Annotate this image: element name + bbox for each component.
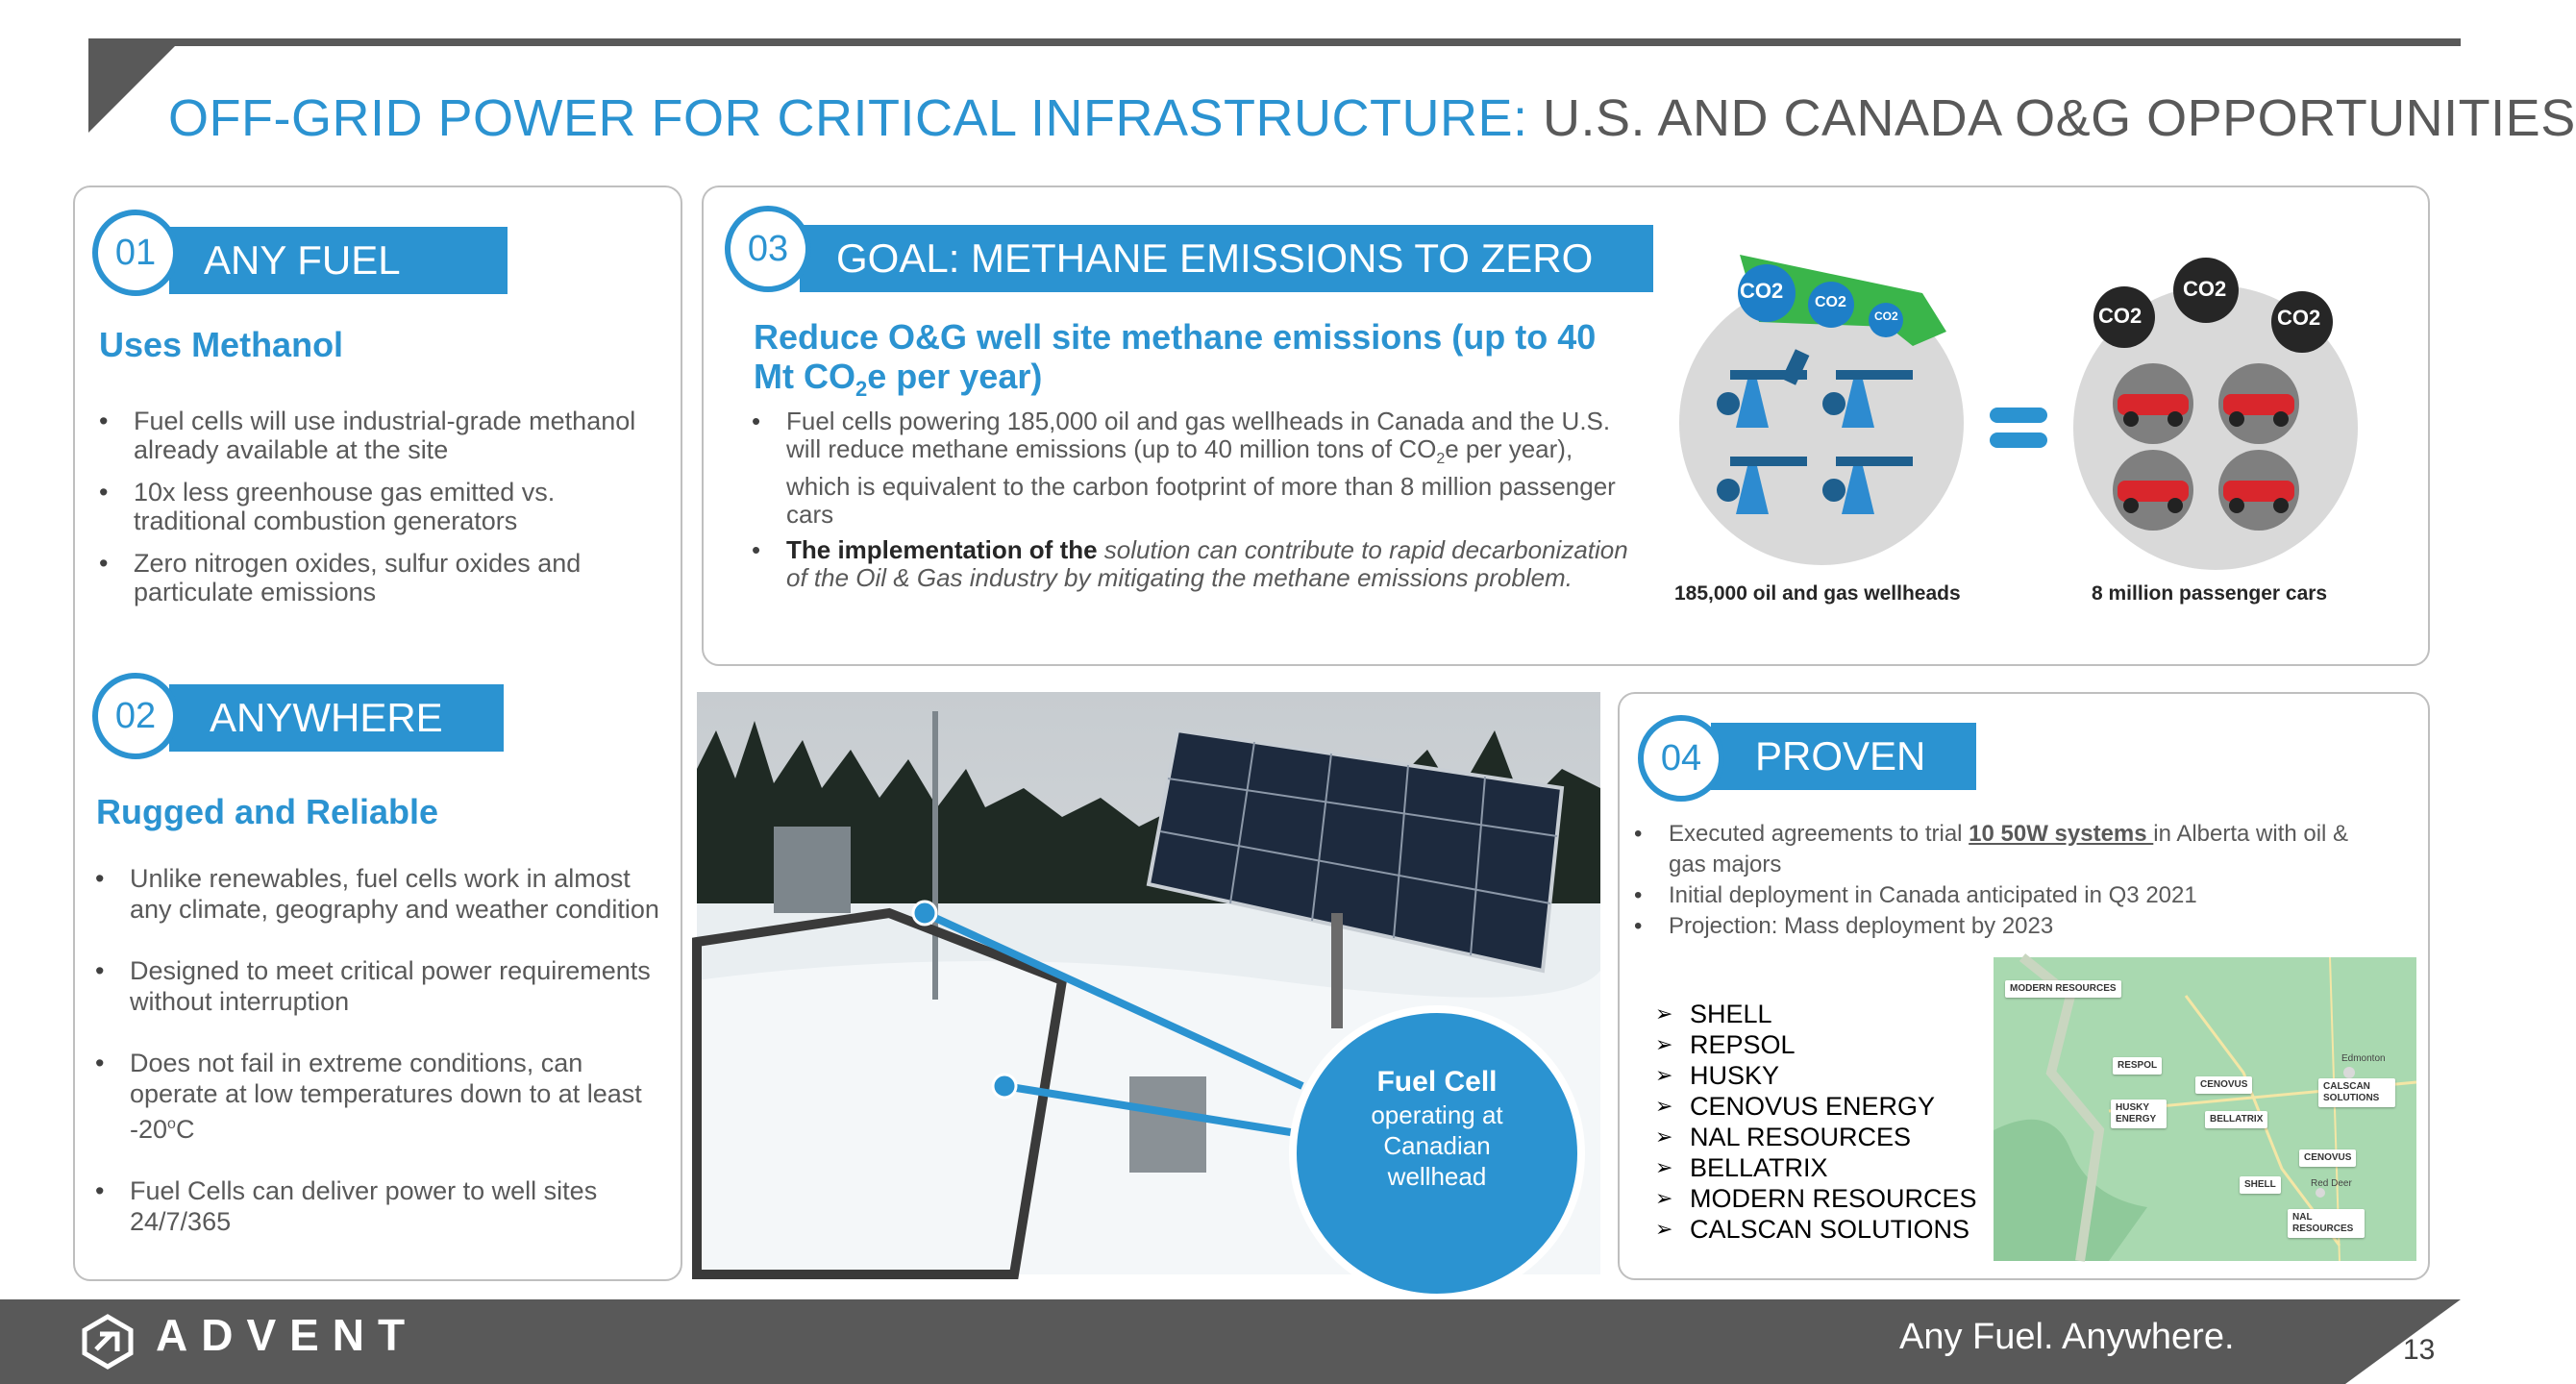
list-item: • Fuel cells will use industrial-grade methanol already available at the site [99,407,637,464]
car-icon [2113,363,2193,444]
equals-icon [1990,404,2047,452]
list-item: • Initial deployment in Canada anticipated in Q3 2021 [1634,880,2365,911]
partner-item: ➢ NAL RESOURCES [1655,1122,1977,1152]
map-label: CALSCAN SOLUTIONS [2318,1078,2395,1107]
map-label: RESPOL [2113,1057,2162,1075]
list-item: • Zero nitrogen oxides, sulfur oxides and particulate emissions [99,549,637,606]
map-city: Edmonton [2341,1053,2386,1064]
partner-item: ➢ BELLATRIX [1655,1152,1977,1183]
co2-cloud-label: CO2 [1815,294,1846,310]
partner-item: ➢ CALSCAN SOLUTIONS [1655,1214,1977,1245]
section1-bullets [99,407,637,620]
co2-cloud-label: CO2 [2277,306,2321,330]
car-icon [2113,450,2193,531]
section4-number: 04 [1638,715,1724,802]
page-title-rest: U.S. AND CANADA O&G OPPORTUNITIES [1527,89,2576,147]
title-rule [88,38,2461,46]
partner-item: ➢ SHELL [1655,999,1977,1029]
partner-item: ➢ MODERN RESOURCES [1655,1183,1977,1214]
section3-subhead: Reduce O&G well site methane emissions (up to 40 Mt $CO_2e$ per year) [754,317,1597,402]
section1-title: ANY FUEL [169,227,508,294]
map-label: MODERN RESOURCES [2005,980,2121,998]
co2-cloud-label: CO2 [1874,309,1898,323]
list-item: • 10x less greenhouse gas emitted vs. traditional combustion generators [99,478,637,535]
partner-item: ➢ HUSKY [1655,1060,1977,1091]
section3-number: 03 [725,206,811,292]
page-title-highlight: OFF-GRID POWER FOR CRITICAL INFRASTRUCTURE: [168,89,1528,147]
list-item: • The implementation of the solution can contribute to rapid decarbonization of the Oil & Gas industry by mitigating the methane emissions problem. [752,536,1636,592]
page-title [168,88,2576,148]
partner-list [1655,999,1977,1245]
map-label: HUSKY ENERGY [2111,1100,2167,1128]
car-icon [2218,450,2299,531]
section2-subhead: Rugged and Reliable [96,792,439,831]
section2-title: ANYWHERE [169,684,504,752]
list-item: • Does not fail in extreme conditions, can operate at low temperatures down to at least -20$^o$C [95,1048,662,1145]
map-city: Red Deer [2311,1178,2352,1189]
advent-logo-icon [79,1313,136,1371]
co2-cloud-label: CO2 [1740,279,1784,303]
list-item: • Designed to meet critical power requirements without interruption [95,955,662,1017]
section3-bullets [752,408,1636,600]
partner-item: ➢ REPSOL [1655,1029,1977,1060]
map-label: SHELL [2240,1176,2281,1194]
section1-number: 01 [92,210,179,296]
partner-item: ➢ CENOVUS ENERGY [1655,1091,1977,1122]
co2-cloud-label: CO2 [2098,304,2143,328]
section2-bullets [95,863,662,1268]
title-corner-triangle [88,46,175,133]
footer-tagline: Any Fuel. Anywhere. [1899,1317,2235,1357]
list-item: • Executed agreements to trial 10 50W systems in Alberta with oil & gas majors [1634,819,2365,880]
section1-subhead: Uses Methanol [99,325,344,364]
wellheads-infographic [1672,235,1970,581]
caption-wellheads: 185,000 oil and gas wellheads [1674,582,1961,605]
page-number: 13 [2403,1334,2436,1366]
list-item: • Fuel cells powering 185,000 oil and gas wellheads in Canada and the U.S. will reduce methane emissions (up to 40 million tons of $CO_2e$ per year), which is equivalent to the carbon footprint of more than 8 million passenger cars [752,408,1636,529]
map-label: CENOVUS [2299,1149,2356,1167]
co2-cloud-label: CO2 [2183,277,2227,301]
wellhead-photo [697,692,1600,1274]
map-label: NAL RESOURCES [2288,1209,2365,1238]
list-item: • Unlike renewables, fuel cells work in almost any climate, geography and weather condition [95,863,662,925]
section4-bullets [1634,819,2365,942]
advent-logo-text: ADVENT [156,1310,419,1360]
section3-title: GOAL: METHANE EMISSIONS TO ZERO [800,225,1653,292]
fuel-cell-callout: Fuel Cell operating at Canadian wellhead [1371,1066,1503,1191]
alberta-map [1994,957,2416,1261]
car-icon [2218,363,2299,444]
list-item: • Fuel Cells can deliver power to well sites 24/7/365 [95,1175,662,1237]
map-label: BELLATRIX [2205,1111,2267,1128]
section4-title: PROVEN [1711,723,1976,790]
map-label: CENOVUS [2195,1076,2252,1094]
list-item: • Projection: Mass deployment by 2023 [1634,911,2365,942]
section2-number: 02 [92,673,179,759]
caption-cars: 8 million passenger cars [2092,582,2328,605]
